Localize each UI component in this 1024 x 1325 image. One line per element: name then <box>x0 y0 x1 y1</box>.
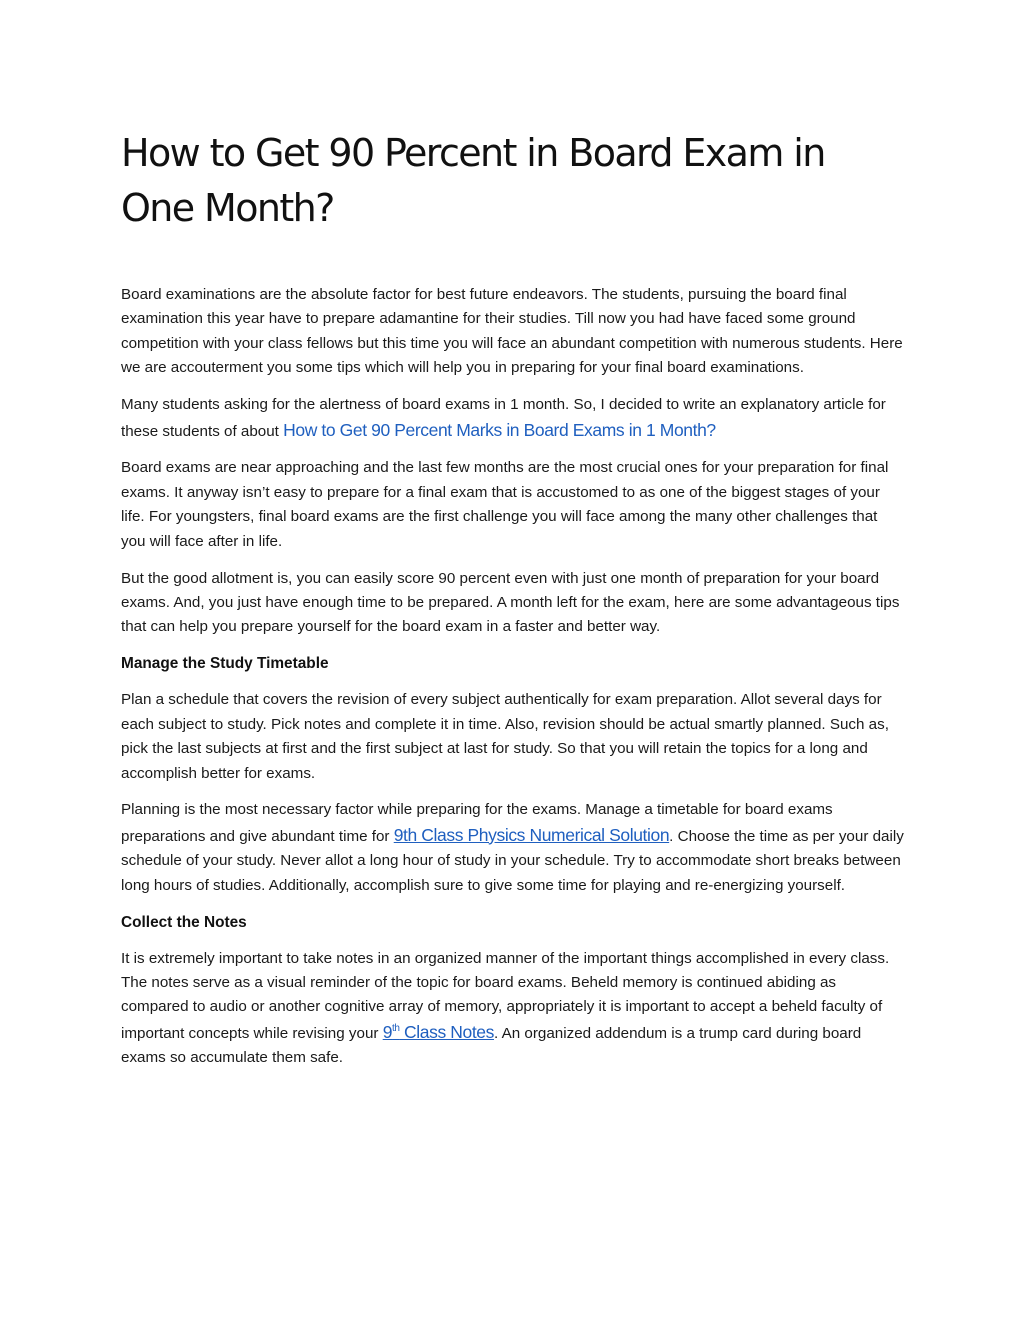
title-line-1: How to Get 90 Percent in Board Exam in <box>121 131 825 175</box>
link-90-percent-marks[interactable]: How to Get 90 Percent Marks in Board Exams in 1 Month? <box>283 419 716 440</box>
document-page <box>121 126 905 1083</box>
paragraph-intro: Board examinations are the absolute factor for best future endeavors. The students, pursuing the board final examination this year have to prepare adamantine for their studies. Till now you had have faced some ground competition with your class fellows but this time you will face an abundant competition with numerous students. Here we are accouterment you some tips which will help you in preparing for your final board examinations. <box>121 286 903 377</box>
page-title <box>121 126 905 236</box>
paragraph-notes-text-after: . An organized addendum is a trump card during board exams so accumulate them safe. <box>121 1024 862 1067</box>
paragraph-notes-text-before: It is extremely important to take notes in an organized manner of the important things accomplished in every class. The notes serve as a visual reminder of the topic for board exams. Beheld memory is continued abiding as compared to audio or another cognitive array of memory, appropriately it is important to accept a beheld faculty of important concepts while revising your <box>121 949 890 1042</box>
heading-study-timetable: Manage the Study Timetable <box>121 655 329 673</box>
paragraph-schedule: Plan a schedule that covers the revision of every subject authentically for exam preparation. Allot several days for each subject to study. Pick notes and complete it in time. Also, revision should be actual smartly planned. Such as, pick the last subjects at first and the first subject at last for study. So that you will retain the topics for a long and accomplish better for exams. <box>121 691 889 782</box>
link-9th-class-notes-label: Class Notes <box>399 1021 494 1042</box>
paragraph-approaching: Board exams are near approaching and the last few months are the most crucial ones for your preparation for final exams. It anyway isn’t easy to prepare for a final exam that is accustomed to as one of the biggest stages of your life. For youngsters, final board exams are the first challenge you will face among the many other challenges that you will face after in life. <box>121 459 889 550</box>
heading-collect-notes: Collect the Notes <box>121 913 247 931</box>
paragraph-alertness-text: Many students asking for the alertness of board exams in 1 month. So, I decided to write an explanatory article for these students of about <box>121 396 886 440</box>
link-9th-class-notes[interactable] <box>383 1022 494 1042</box>
paragraph-allotment: But the good allotment is, you can easily score 90 percent even with just one month of preparation for your board exams. And, you just have enough time to be prepared. A month left for the exam, here are some advantageous tips that can help you prepare yourself for the board exam in a faster and better way. <box>121 569 900 636</box>
paragraph-planning-text-after: . Choose the time as per your daily schedule of your study. Never allot a long hour of study in your schedule. Try to accommodate short breaks between long hours of studies. Additionally, accomplish sure to give some time for playing and re-energizing yourself. <box>121 827 904 894</box>
paragraph-notes <box>121 947 905 1071</box>
link-9th-class-notes-suffix: th <box>392 1022 400 1034</box>
link-physics-numerical-solution[interactable]: 9th Class Physics Numerical Solution <box>393 824 670 845</box>
paragraph-alertness <box>121 393 905 444</box>
paragraph-planning-text-before: Planning is the most necessary factor while preparing for the exams. Manage a timetable for board exams preparations and give abundant time for <box>121 801 833 845</box>
paragraph-planning <box>121 798 905 898</box>
link-9th-class-notes-number: 9 <box>382 1021 393 1042</box>
title-line-2: One Month? <box>121 186 334 230</box>
article-body <box>121 283 905 1071</box>
